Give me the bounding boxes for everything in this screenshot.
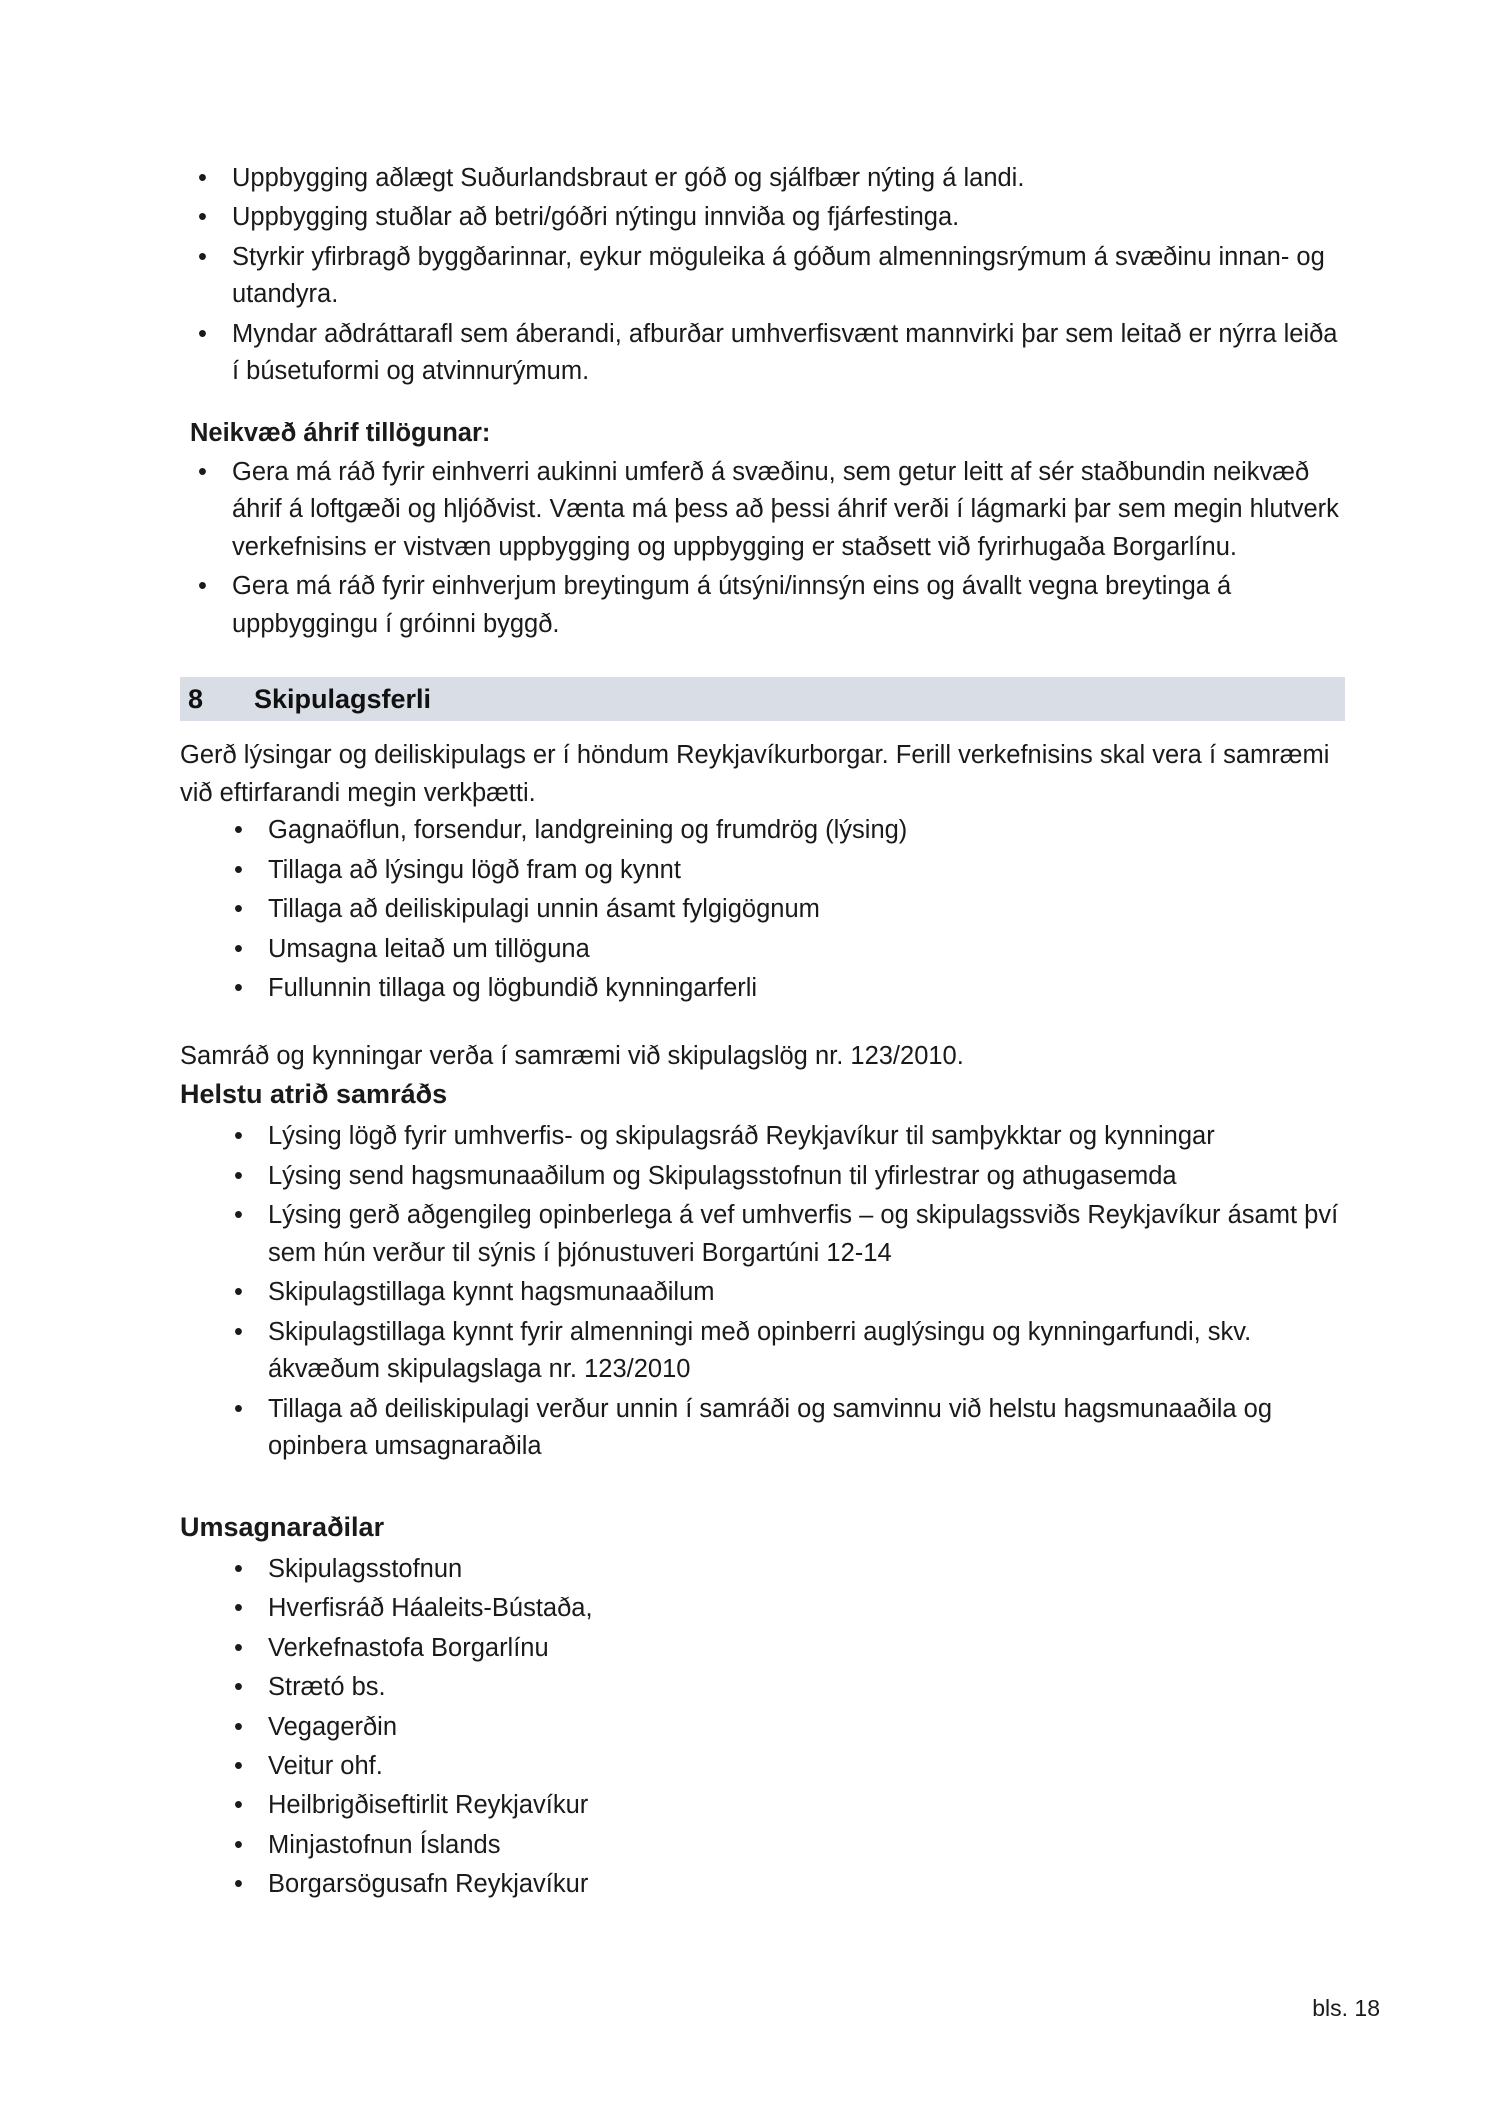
positive-effects-list [180, 160, 1345, 391]
process-steps-list [180, 812, 1345, 1007]
list-item: • Veitur ohf. [180, 1748, 1345, 1785]
list-item: • Uppbygging stuðlar að betri/góðri nýtingu innviða og fjárfestinga. [180, 199, 1345, 236]
list-item: • Lýsing gerð aðgengileg opinberlega á vef umhverfis – og skipulagssviðs Reykjavíkur ásamt því sem hún verður til sýnis í þjónustuveri Borgartúni 12-14 [180, 1197, 1345, 1272]
consultation-list [180, 1118, 1345, 1465]
list-item: • Skipulagsstofnun [180, 1551, 1345, 1588]
section-title: Skipulagsferli [254, 683, 432, 714]
consultation-paragraph: Samráð og kynningar verða í samræmi við skipulagslög nr. 123/2010. [180, 1041, 964, 1070]
list-item: • Gera má ráð fyrir einhverri aukinni umferð á svæðinu, sem getur leitt af sér staðbundin neikvæð áhrif á loftgæði og hljóðvist. Vænta má þess að þessi áhrif verði í lágmarki þar sem megin hlutverk verkefnisins er vistvæn uppbygging og uppbygging er staðsett við fyrirhugaða Borgarlínu. [180, 454, 1345, 566]
list-item: • Uppbygging aðlægt Suðurlandsbraut er góð og sjálfbær nýting á landi. [180, 160, 1345, 197]
list-item: • Heilbrigðiseftirlit Reykjavíkur [180, 1787, 1345, 1824]
list-item: • Vegagerðin [180, 1709, 1345, 1746]
consultation-heading: Helstu atrið samráðs [180, 1079, 448, 1110]
list-item: • Hverfisráð Háaleits-Bústaða, [180, 1590, 1345, 1627]
negative-effects-heading: Neikvæð áhrif tillögunar: [190, 418, 491, 447]
list-item: • Lýsing lögð fyrir umhverfis- og skipulagsráð Reykjavíkur til samþykktar og kynningar [180, 1118, 1345, 1155]
list-item: • Tillaga að deiliskipulagi verður unnin í samráði og samvinnu við helstu hagsmunaaðila og opinbera umsagnaraðila [180, 1391, 1345, 1466]
list-item: • Skipulagstillaga kynnt hagsmunaaðilum [180, 1274, 1345, 1311]
list-item: • Borgarsögusafn Reykjavíkur [180, 1866, 1345, 1903]
list-item: • Myndar aðdráttarafl sem áberandi, afburðar umhverfisvænt mannvirki þar sem leitað er nýrra leiða í búsetuformi og atvinnurýmum. [180, 316, 1345, 391]
list-item: • Skipulagstillaga kynnt fyrir almenningi með opinberri auglýsingu og kynningarfundi, skv. ákvæðum skipulagslaga nr. 123/2010 [180, 1314, 1345, 1389]
list-item: • Tillaga að deiliskipulagi unnin ásamt fylgigögnum [180, 891, 1345, 928]
list-item: • Verkefnastofa Borgarlínu [180, 1630, 1345, 1667]
list-item: • Gagnaöflun, forsendur, landgreining og frumdrög (lýsing) [180, 812, 1345, 849]
list-item: • Umsagna leitað um tillöguna [180, 931, 1345, 968]
page-number: bls. 18 [1312, 1995, 1380, 2021]
reviewers-heading: Umsagnaraðilar [180, 1511, 385, 1542]
list-item: • Gera má ráð fyrir einhverjum breytingum á útsýni/innsýn eins og ávallt vegna breytinga á uppbyggingu í gróinni byggð. [180, 568, 1345, 643]
section-number: 8 [188, 683, 204, 714]
intro-paragraph: Gerð lýsingar og deiliskipulags er í höndum Reykjavíkurborgar. Ferill verkefnisins skal vera í samræmi við eftirfarandi megin verkþætti. [180, 741, 1330, 807]
list-item: • Styrkir yfirbragð byggðarinnar, eykur möguleika á góðum almenningsrýmum á svæðinu innan- og utandyra. [180, 239, 1345, 314]
list-item: • Minjastofnun Íslands [180, 1827, 1345, 1864]
page-content [180, 160, 1345, 1904]
reviewers-list [180, 1551, 1345, 1904]
list-item: • Fullunnin tillaga og lögbundið kynningarferli [180, 970, 1345, 1007]
negative-effects-list [180, 454, 1345, 643]
section-header-skipulagsferli [180, 677, 1345, 721]
list-item: • Tillaga að lýsingu lögð fram og kynnt [180, 852, 1345, 889]
list-item: • Strætó bs. [180, 1669, 1345, 1706]
list-item: • Lýsing send hagsmunaaðilum og Skipulagsstofnun til yfirlestrar og athugasemda [180, 1158, 1345, 1195]
